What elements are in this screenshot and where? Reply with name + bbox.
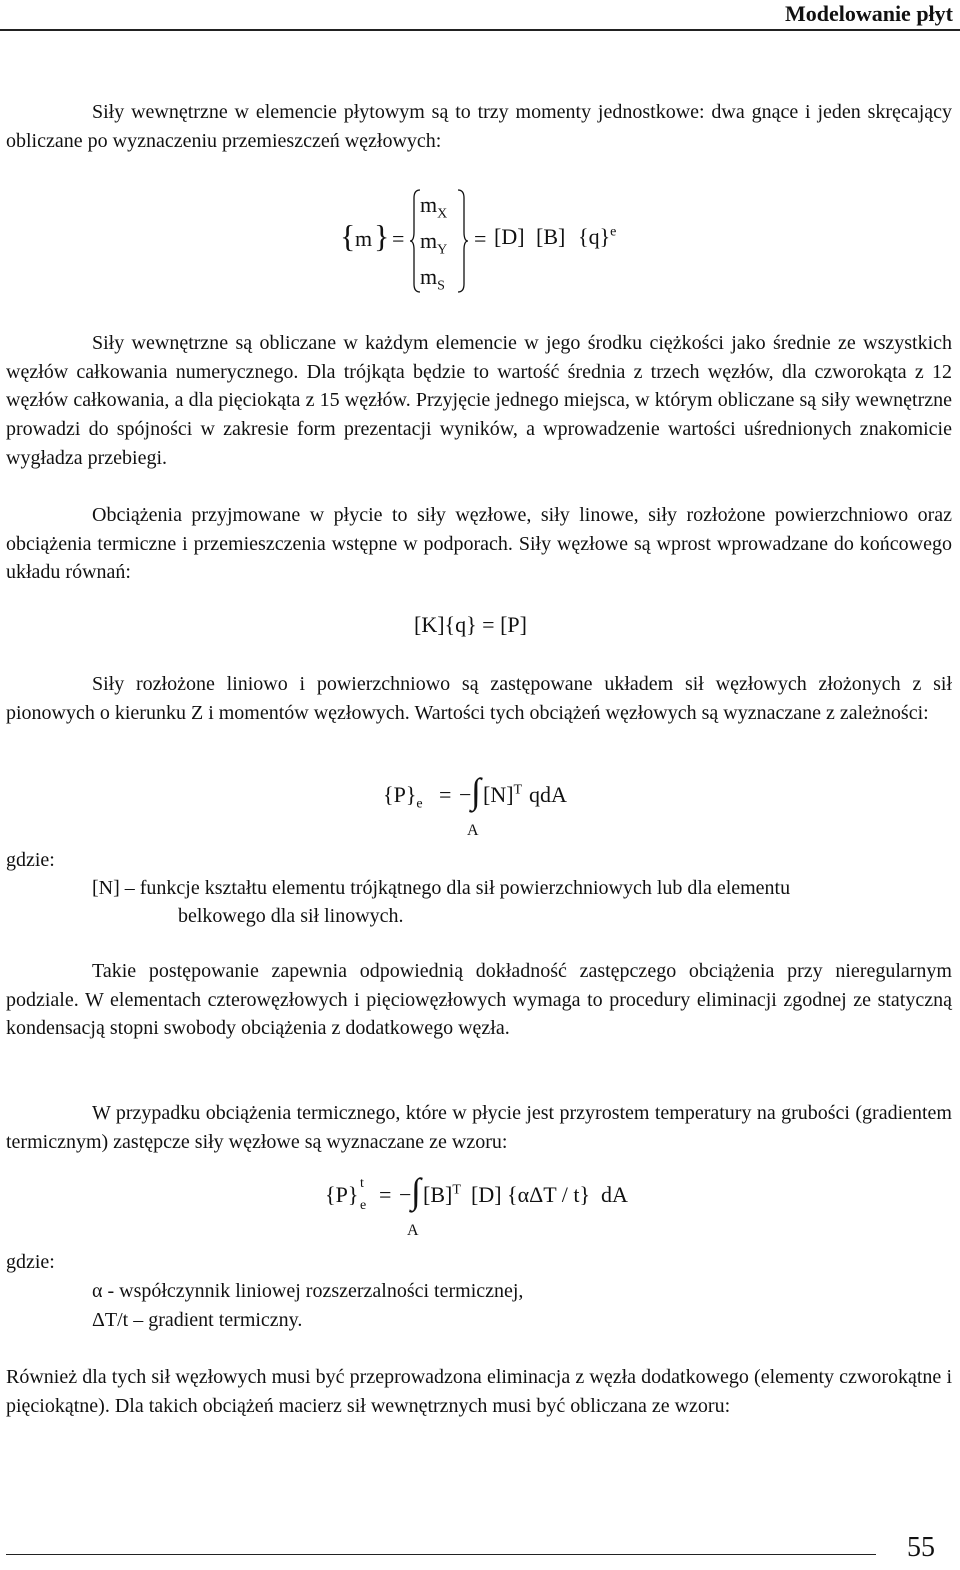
equals-sign: =	[439, 782, 452, 807]
lhs-brace-right: }	[374, 218, 390, 254]
equals-sign: =	[392, 226, 405, 251]
lhs-symbol: m	[355, 226, 373, 251]
paragraph-loads: Obciążenia przyjmowane w płycie to siły węzłowe, siły linowe, siły rozłożone powierzchniowo oraz obciążenia termiczne i przemieszczenia wstępne w podporach. Siły węzłowe są wprost wprowadzane do końcowego układu równań:	[6, 504, 952, 584]
formula-internal-forces	[340, 188, 640, 300]
thermal-gradient-vector: {αΔT / t}	[507, 1182, 591, 1207]
integral-domain: A	[467, 822, 479, 839]
formula-system-equations: [K]{q} = [P]	[414, 612, 527, 637]
component-my: $m_Y$	[420, 228, 448, 258]
integral-sign: ∫	[471, 771, 481, 811]
footer-divider	[6, 1554, 876, 1555]
vector-p: {P}	[325, 1182, 359, 1207]
definition-gradient: ΔT/t – gradient termiczny.	[92, 1309, 303, 1331]
lhs-brace-left: {	[340, 218, 356, 254]
where-label: gdzie:	[6, 1251, 55, 1273]
formula-thermal-nodal-forces	[325, 1171, 645, 1248]
minus-sign: −	[399, 1182, 412, 1207]
component-ms: $m_S$	[420, 264, 445, 294]
matrix-b: [B]	[536, 224, 566, 249]
paragraph-thermal: W przypadku obciążenia termicznego, które w płycie jest przyrostem temperatury na grubości (gradientem termicznym) zastępcze siły węzłowe są wyznaczane ze wzoru:	[6, 1102, 952, 1153]
vector-p: $\{P\}_e$	[383, 782, 423, 812]
page-header-title: Modelowanie płyt	[784, 1, 953, 26]
paragraph-intro: Siły wewnętrzne w elemencie płytowym są to trzy momenty jednostkowe: dwa gnące i jeden skręcający obliczane po wyznaczeniu przemieszczeń węzłowych:	[6, 101, 952, 152]
vector-brace-right	[454, 188, 470, 294]
paragraph-procedure: Takie postępowanie zapewnia odpowiednią dokładność zastępczego obciążenia przy nieregularnym podziale. W elementach czterowęzłowych i pięciowęzłowych wymaga to procedury eliminacji zgodnej ze statyczną kondensacją stopni swobody obciążenia z dodatkowego węzła.	[6, 960, 952, 1040]
paragraph-elimination: Również dla tych sił węzłowych musi być przeprowadzona eliminacja z węzła dodatkowego (elementy czworokątne i pięciokątne). Dla takich obciążeń macierz sił wewnętrznych musi być obliczana ze wzoru:	[6, 1366, 952, 1417]
definition-n-continued: belkowego dla sił linowych.	[178, 905, 404, 927]
formula-equivalent-nodal-forces	[383, 771, 583, 848]
definition-n: [N] – funkcje kształtu elementu trójkątnego dla sił powierzchniowych lub dla elementu	[92, 877, 791, 899]
integrand-tail: dA	[601, 1182, 628, 1207]
p-superscript: t	[360, 1176, 364, 1191]
equals-sign: =	[474, 226, 487, 251]
page-number: 55	[907, 1532, 935, 1563]
vector-q: $\{q\}^e$	[578, 224, 617, 249]
minus-sign: −	[459, 782, 472, 807]
p-subscript: e	[360, 1198, 367, 1213]
matrix-b-transposed: $[B]^T$	[423, 1182, 461, 1207]
matrix-d: [D]	[471, 1182, 502, 1207]
header-divider	[0, 29, 960, 31]
matrix-n-transposed: $[N]^T$	[483, 782, 523, 807]
paragraph-averaging: Siły wewnętrzne są obliczane w każdym elemencie w jego środku ciężkości jako średnie ze wszystkich węzłów całkowania numerycznego. Dla trójkąta będzie to wartość średnia z trzech węzłów, dla czworokąta z 12 węzłów całkowania, a dla pięciokąta z 15 węzłów. Przyjęcie jednego miejsca, w którym obliczane są siły wewnętrzne prowadzi do spójności w zakresie form prezentacji wyników, a wprowadzenie wartości uśrednionych znakomicie wygładza przebiegi.	[6, 332, 952, 469]
equals-sign: =	[379, 1182, 392, 1207]
component-mx: $m_X$	[420, 192, 448, 222]
matrix-d: [D]	[494, 224, 525, 249]
paragraph-distributed-loads: Siły rozłożone liniowo i powierzchniowo są zastępowane układem sił węzłowych złożonych z sił pionowych o kierunku Z i momentów węzłowych. Wartości tych obciążeń węzłowych są wyznaczane z zależności:	[6, 673, 952, 724]
integral-sign: ∫	[411, 1171, 421, 1211]
integrand-tail: qdA	[529, 782, 567, 807]
definition-alpha: α - współczynnik liniowej rozszerzalności termicznej,	[92, 1280, 524, 1302]
where-label: gdzie:	[6, 849, 55, 871]
integral-domain: A	[407, 1222, 419, 1239]
